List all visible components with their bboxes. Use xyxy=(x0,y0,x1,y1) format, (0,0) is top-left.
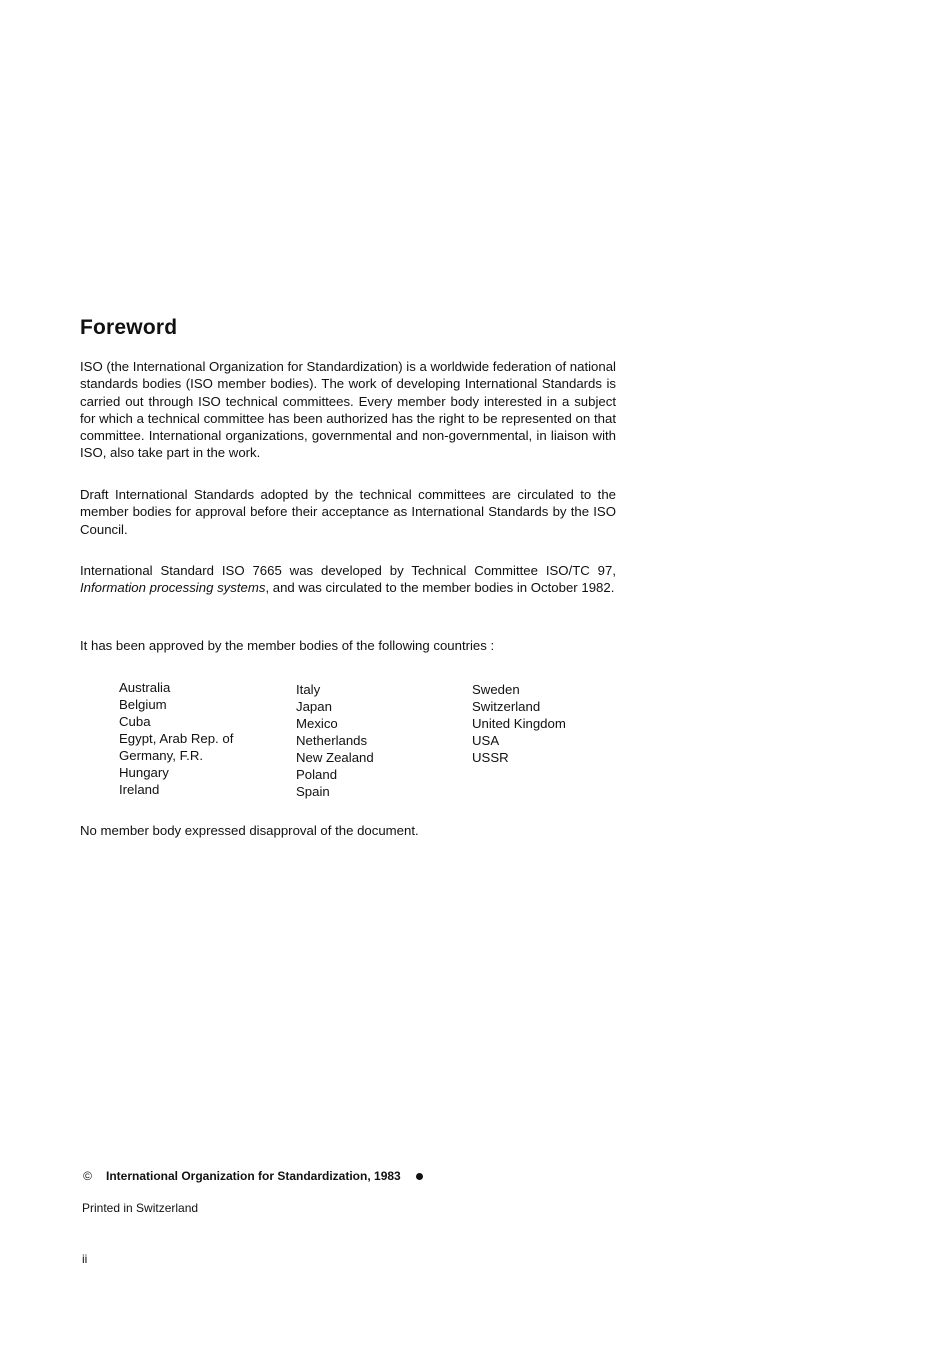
country-list xyxy=(119,679,619,804)
country-column-3 xyxy=(472,681,566,766)
country-name: Hungary xyxy=(119,765,169,780)
country-name: USA xyxy=(472,733,500,748)
foreword-paragraph-2: Draft International Standards adopted by the technical committees are circulated to the member bodies for approval before their acceptance as International Standards by the ISO Council. xyxy=(80,487,616,537)
foreword-paragraph-3 xyxy=(80,562,616,597)
country-name: Netherlands xyxy=(296,733,368,748)
committee-title: Information processing systems xyxy=(80,580,266,596)
paragraph-3-lead: International Standard ISO 7665 was developed by Technical Committee ISO/TC 97, xyxy=(80,563,616,578)
country-name: Switzerland xyxy=(472,699,541,714)
country-name: Poland xyxy=(296,767,338,782)
bullet-icon xyxy=(416,1173,423,1180)
copyright-icon: © xyxy=(83,1168,92,1183)
country-name: Ireland xyxy=(119,782,160,797)
country-name: Australia xyxy=(119,680,171,695)
country-name: Mexico xyxy=(296,716,338,731)
foreword-paragraph-1: ISO (the International Organization for Standardization) is a worldwide federation of national standards bodies (ISO member bodies). The work of developing International Standards is carried out through ISO technical committees. Every member body interested in a subject for which a technical committee has been authorized has the right to be represented on that committee. International organizations, governmental and non-governmental, in liaison with ISO, also take part in the work. xyxy=(80,359,616,461)
country-name: United Kingdom xyxy=(472,716,566,731)
country-name: Italy xyxy=(296,682,321,697)
paragraph-3-tail: , and was circulated to the member bodies in October 1982. xyxy=(265,580,615,596)
printed-in-note: Printed in Switzerland xyxy=(82,1201,199,1215)
country-name: Sweden xyxy=(472,682,520,697)
country-name: Spain xyxy=(296,784,330,799)
country-name: Japan xyxy=(296,699,332,714)
foreword-paragraph-4: It has been approved by the member bodies of the following countries : xyxy=(80,638,495,653)
country-column-2 xyxy=(296,681,374,800)
country-name: Germany, F.R. xyxy=(119,748,204,763)
country-name: Belgium xyxy=(119,697,167,712)
foreword-paragraph-5: No member body expressed disapproval of the document. xyxy=(80,823,419,838)
copyright-text: International Organization for Standardization, 1983 xyxy=(106,1169,401,1183)
country-name: USSR xyxy=(472,750,509,765)
page-title: Foreword xyxy=(80,316,178,339)
country-column-1 xyxy=(119,679,233,798)
country-name: Cuba xyxy=(119,714,151,729)
copyright-line xyxy=(82,1169,423,1183)
page-number: ii xyxy=(82,1252,88,1266)
country-name: New Zealand xyxy=(296,750,374,765)
country-name: Egypt, Arab Rep. of xyxy=(119,731,234,746)
